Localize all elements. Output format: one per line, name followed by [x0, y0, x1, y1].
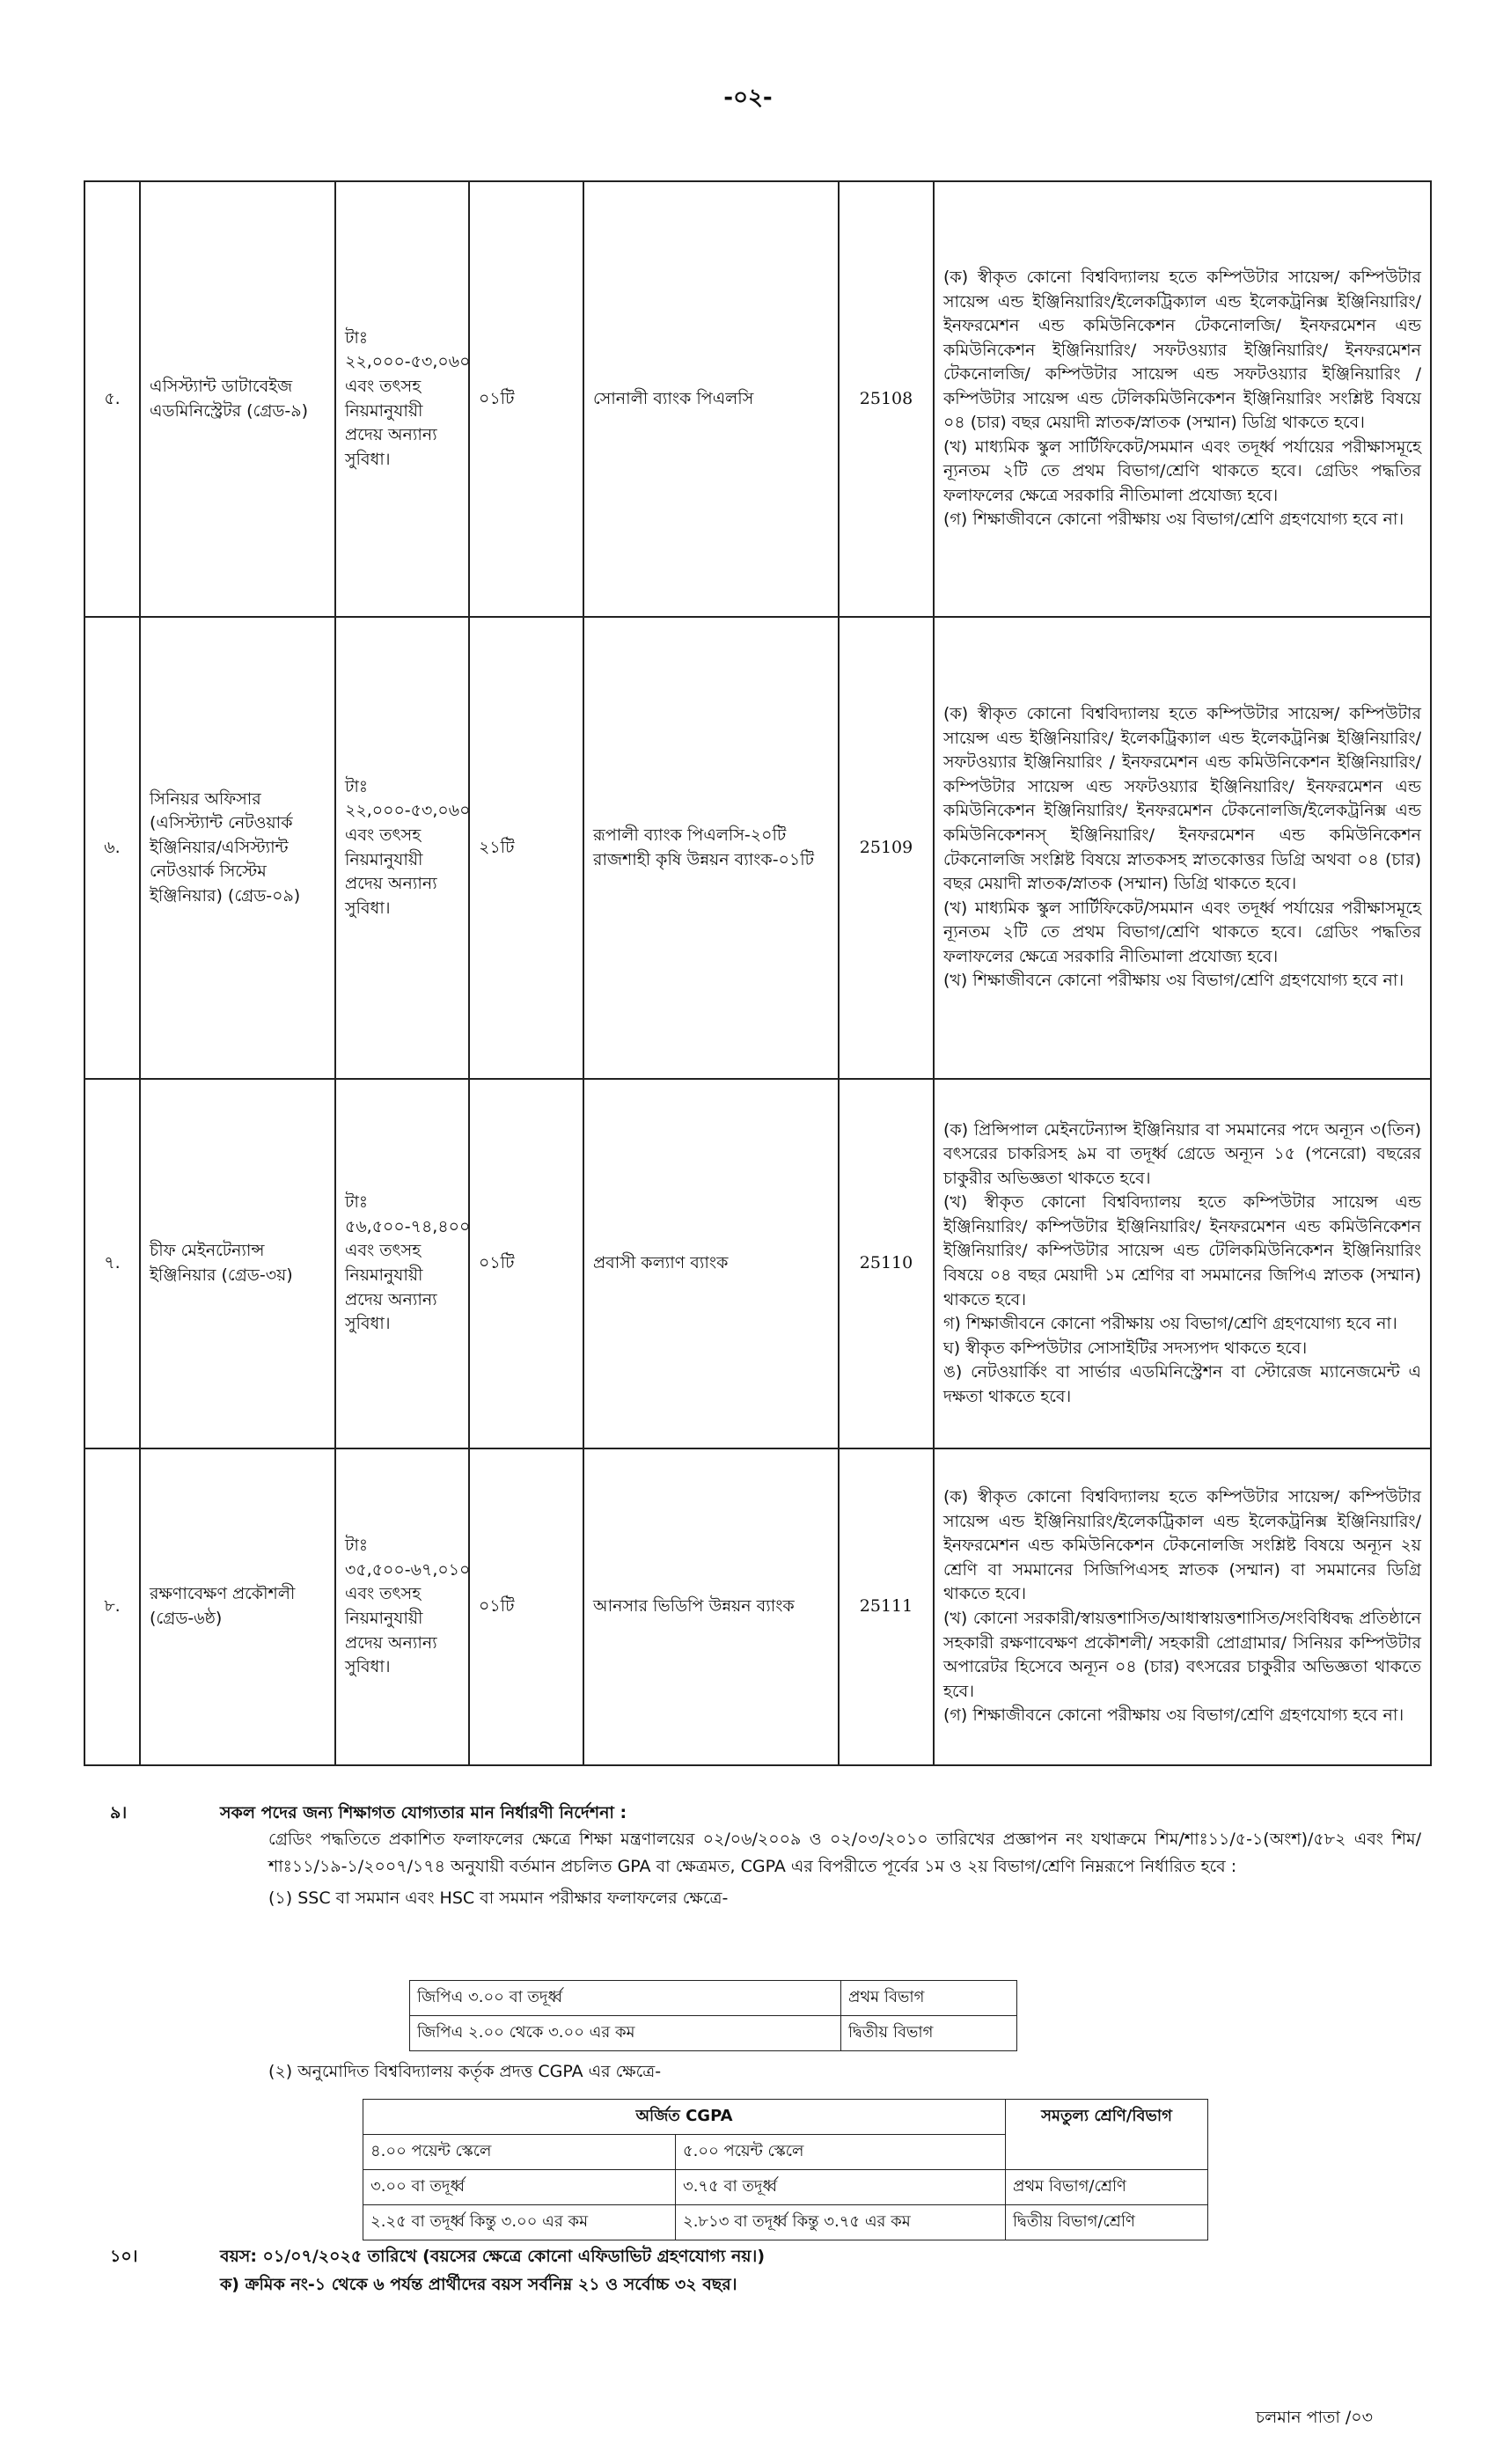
- qualifications-cell: [934, 1079, 1431, 1448]
- division-cell: দ্বিতীয় বিভাগ/শ্রেণি: [1006, 2205, 1208, 2240]
- qualification-item: (গ) শিক্ষাজীবনে কোনো পরীক্ষায় ৩য় বিভাগ/শ্রেণি গ্রহণযোগ্য হবে না।: [943, 510, 1404, 530]
- post-code-cell: 25110: [839, 1079, 934, 1448]
- qualification-item: গ) শিক্ষাজীবনে কোনো পরীক্ষায় ৩য় বিভাগ/শ্রেণি গ্রহণযোগ্য হবে না।: [943, 1314, 1397, 1334]
- vacancy-count-cell: ০১টি: [469, 181, 583, 617]
- post-code-cell: 25111: [839, 1448, 934, 1765]
- vacancy-count-cell: ০১টি: [469, 1079, 583, 1448]
- table-row: [363, 2170, 1208, 2205]
- cgpa-4-cell: ৩.০০ বা তদূর্ধ্ব: [363, 2170, 676, 2205]
- qualification-item: (খ) মাধ্যমিক স্কুল সার্টিফিকেট/সমমান এবং তদূর্ধ্ব পর্যায়ের পরীক্ষাসমূহে ন্যূনতম ২টি তে প্রথম বিভাগ/শ্রেণি থাকতে হবে। গ্রেডিং পদ্ধতির ফলাফলের ক্ষেত্রে সরকারি নীতিমালা প্রযোজ্য হবে।: [943, 436, 1421, 505]
- serial-cell: ৫.: [84, 181, 140, 617]
- qualification-item: (খ) স্বীকৃত কোনো বিশ্ববিদ্যালয় হতে কম্পিউটার সায়েন্স এন্ড ইঞ্জিনিয়ারিং/ কম্পিউটার ইঞ্জিনিয়ারিং/ ইনফরমেশন এন্ড কমিউনিকেশন ইঞ্জিনিয়ারিং/ কম্পিউটার সায়েন্স এন্ড টেলিকমিউনিকেশন ইঞ্জিনিয়ারিং বিষয়ে ০৪ বছর মেয়াদী ১ম শ্রেণির বা সমমানের জিপিএ স্নাতক (সম্মান) থাকতে হবে।: [943, 1192, 1421, 1309]
- qualification-item: (ক) স্বীকৃত কোনো বিশ্ববিদ্যালয় হতে কম্পিউটার সায়েন্স/ কম্পিউটার সায়েন্স এন্ড ইঞ্জিনিয়ারিং/ইলেকট্রিক্যাল এন্ড ইলেকট্রনিক্স ইঞ্জিনিয়ারিং/ ইনফরমেশন এন্ড কমিউনিকেশন টেকনোলজি/ ইনফরমেশন এন্ড কমিউনিকেশন ইঞ্জিনিয়ারিং/ সফটওয়্যার ইঞ্জিনিয়ারিং/ ইনফরমেশন টেকনোলজি/ কম্পিউটার সায়েন্স এন্ড সফটওয়্যার ইঞ্জিনিয়ারিং /কম্পিউটার সায়েন্স এন্ড টেলিকমিউনিকেশন ইঞ্জিনিয়ারিং সংশ্লিষ্ট বিষয়ে ০৪ (চার) বছর মেয়াদী স্নাতক/স্নাতক (সম্মান) ডিগ্রি থাকতে হবে।: [943, 267, 1421, 433]
- qualifications-cell: [934, 617, 1431, 1079]
- serial-cell: ৭.: [84, 1079, 140, 1448]
- table-row: [84, 1079, 1431, 1448]
- positions-table: [84, 180, 1432, 1766]
- qualifications-cell: [934, 181, 1431, 617]
- qualification-item: (ক) স্বীকৃত কোনো বিশ্ববিদ্যালয় হতে কম্পিউটার সায়েন্স/ কম্পিউটার সায়েন্স এন্ড ইঞ্জিনিয়ারিং/ ইলেকট্রিক্যাল এন্ড ইলেকট্রনিক্স ইঞ্জিনিয়ারিং/ সফটওয়্যার ইঞ্জিনিয়ারিং / ইনফরমেশন এন্ড কমিউনিকেশন ইঞ্জিনিয়ারিং/ কম্পিউটার সায়েন্স এন্ড সফটওয়্যার ইঞ্জিনিয়ারিং/ ইনফরমেশন এন্ড কমিউনিকেশন ইঞ্জিনিয়ারিং/ ইনফরমেশন টেকনোলজি/ইলেকট্রনিক্স এন্ড কমিউনিকেশনস্ ইঞ্জিনিয়ারিং/ ইনফরমেশন এন্ড কমিউনিকেশন টেকনোলজি সংশ্লিষ্ট বিষয়ে স্নাতকসহ স্নাতকোত্তর ডিগ্রি অথবা ০৪ (চার) বছর মেয়াদী স্নাতক/স্নাতক (সম্মান) ডিগ্রি থাকতে হবে।: [943, 704, 1421, 894]
- ssc-hsc-subheading: (১) SSC বা সমমান এবং HSC বা সমমান পরীক্ষার ফলাফলের ক্ষেত্রে-: [268, 1888, 729, 1909]
- pay-scale-cell: টাঃ ৩৫,৫০০-৬৭,০১০ এবং তৎসহ নিয়মানুযায়ী প্রদেয় অন্যান্য সুবিধা।: [335, 1448, 469, 1765]
- equivalent-header: সমতুল্য শ্রেণি/বিভাগ: [1006, 2100, 1208, 2170]
- cgpa-subheading: (২) অনুমোদিত বিশ্ববিদ্যালয় কর্তৃক প্রদত্ত CGPA এর ক্ষেত্রে-: [268, 2062, 662, 2081]
- division-cell: প্রথম বিভাগ/শ্রেণি: [1006, 2170, 1208, 2205]
- cgpa-5-cell: ২.৮১৩ বা তদূর্ধ্ব কিন্তু ৩.৭৫ এর কম: [676, 2205, 1006, 2240]
- pay-scale-cell: টাঃ ২২,০০০-৫৩,০৬০ এবং তৎসহ নিয়মানুযায়ী প্রদেয় অন্যান্য সুবিধা।: [335, 181, 469, 617]
- pay-scale-cell: টাঃ ৫৬,৫০০-৭৪,৪০০ এবং তৎসহ নিয়মানুযায়ী প্রদেয় অন্যান্য সুবিধা।: [335, 1079, 469, 1448]
- post-title-cell: চীফ মেইনটেন্যান্স ইঞ্জিনিয়ার (গ্রেড-৩য়): [140, 1079, 335, 1448]
- serial-cell: ৬.: [84, 617, 140, 1079]
- post-title-cell: সিনিয়র অফিসার (এসিস্ট্যান্ট নেটওয়ার্ক ইঞ্জিনিয়ার/এসিস্ট্যান্ট নেটওয়ার্ক সিস্টেম ইঞ্জিনিয়ার) (গ্রেড-০৯): [140, 617, 335, 1079]
- post-title-cell: রক্ষণাবেক্ষণ প্রকৌশলী (গ্রেড-৬ষ্ঠ): [140, 1448, 335, 1765]
- qualification-item: (ক) প্রিন্সিপাল মেইনটেন্যান্স ইঞ্জিনিয়ার বা সমমানের পদে অন্যূন ৩(তিন) বৎসরের চাকরিসহ ৯ম বা তদূর্ধ্ব গ্রেডে অন্যূন ১৫ (পনেরো) বছরের চাকুরীর অভিজ্ঞতা থাকতে হবে।: [943, 1119, 1421, 1188]
- qualifications-cell: [934, 1448, 1431, 1765]
- division-cell: প্রথম বিভাগ: [841, 1981, 1017, 2016]
- age-line: বয়স: ০১/০৭/২০২৫ তারিখে (বয়সের ক্ষেত্রে কোনো এফিডাভিট গ্রহণযোগ্য নয়।): [220, 2247, 766, 2266]
- pay-scale-cell: টাঃ ২২,০০০-৫৩,০৬০ এবং তৎসহ নিয়মানুযায়ী প্রদেয় অন্যান্য সুবিধা।: [335, 617, 469, 1079]
- cgpa-5-cell: ৩.৭৫ বা তদূর্ধ্ব: [676, 2170, 1006, 2205]
- table-row: [84, 1448, 1431, 1765]
- section-10: [110, 2242, 1421, 2299]
- qualification-item: (ক) স্বীকৃত কোনো বিশ্ববিদ্যালয় হতে কম্পিউটার সায়েন্স/ কম্পিউটার সায়েন্স এন্ড ইঞ্জিনিয়ারিং/ইলেকট্রিকাল এন্ড ইলেকট্রনিক্স ইঞ্জিনিয়ারিং/ইনফরমেশন এন্ড কমিউনিকেশন টেকনোলজি সংশ্লিষ্ট বিষয়ে অন্যূন ২য় শ্রেণি বা সমমানের সিজিপিএসহ স্নাতক (সম্মান) বা সমমানের ডিগ্রি থাকতে হবে।: [943, 1487, 1421, 1604]
- bank-cell: প্রবাসী কল্যাণ ব্যাংক: [583, 1079, 839, 1448]
- table-header-row: [363, 2100, 1208, 2135]
- qualification-item: (খ) মাধ্যমিক স্কুল সার্টিফিকেট/সমমান এবং তদূর্ধ্ব পর্যায়ের পরীক্ষাসমূহে ন্যূনতম ২টি তে প্রথম বিভাগ/শ্রেণি থাকতে হবে। গ্রেডিং পদ্ধতির ফলাফলের ক্ষেত্রে সরকারি নীতিমালা প্রযোজ্য হবে।: [943, 898, 1421, 966]
- section-heading: সকল পদের জন্য শিক্ষাগত যোগ্যতার মান নির্ধারণী নির্দেশনা :: [220, 1803, 627, 1822]
- qualification-item: (খ) শিক্ষাজীবনে কোনো পরীক্ষায় ৩য় বিভাগ/শ্রেণি গ্রহণযোগ্য হবে না।: [943, 971, 1404, 991]
- serial-cell: ৮.: [84, 1448, 140, 1765]
- gpa-range-cell: জিপিএ ৩.০০ বা তদূর্ধ্ব: [410, 1981, 841, 2016]
- scale-5-header: ৫.০০ পয়েন্ট স্কেলে: [676, 2135, 1006, 2170]
- division-cell: দ্বিতীয় বিভাগ: [841, 2016, 1017, 2051]
- post-code-cell: 25109: [839, 617, 934, 1079]
- qualification-item: ঘ) স্বীকৃত কম্পিউটার সোসাইটির সদস্যপদ থাকতে হবে।: [943, 1338, 1308, 1358]
- bank-cell: আনসার ভিডিপি উন্নয়ন ব্যাংক: [583, 1448, 839, 1765]
- qualification-item: ঙ) নেটওয়ার্কিং বা সার্ভার এডমিনিস্ট্রেশন বা স্টোরেজ ম্যানেজমেন্ট এ দক্ষতা থাকতে হবে।: [943, 1362, 1421, 1406]
- table-row: [363, 2205, 1208, 2240]
- continued-page-note: চলমান পাতা /০৩: [1255, 2408, 1373, 2427]
- ssc-hsc-grade-table: [409, 1980, 1017, 2051]
- table-row: [84, 617, 1431, 1079]
- post-code-cell: 25108: [839, 181, 934, 617]
- gpa-range-cell: জিপিএ ২.০০ থেকে ৩.০০ এর কম: [410, 2016, 841, 2051]
- qualification-item: (গ) শিক্ষাজীবনে কোনো পরীক্ষায় ৩য় বিভাগ/শ্রেণি গ্রহণযোগ্য হবে না।: [943, 1705, 1404, 1726]
- section-paragraph: গ্রেডিং পদ্ধতিতে প্রকাশিত ফলাফলের ক্ষেত্রে শিক্ষা মন্ত্রণালয়ের ০২/০৬/২০০৯ ও ০২/০৩/২০১০ তারিখের প্রজ্ঞাপন নং যথাক্রমে শিম/শাঃ১১/৫-১(অংশ)/৫৮২ এবং শিম/শাঃ১১/১৯-১/২০০৭/১৭৪ অনুযায়ী বর্তমান প্রচলিত GPA বা ক্ষেত্রমত, CGPA এর বিপরীতে পূর্বের ১ম ও ২য় বিভাগ/শ্রেণি নিম্নরূপে নির্ধারিত হবে :: [268, 1830, 1421, 1876]
- section-number: ৯।: [110, 1803, 128, 1822]
- cgpa-grade-table: [363, 2099, 1208, 2240]
- age-limit-line: ক) ক্রমিক নং-১ থেকে ৬ পর্যন্ত প্রার্থীদের বয়স সর্বনিম্ন ২১ ও সর্বোচ্চ ৩২ বছর।: [220, 2275, 737, 2295]
- cgpa-header: অর্জিত CGPA: [363, 2100, 1006, 2135]
- table-row: [410, 1981, 1017, 2016]
- bank-cell: সোনালী ব্যাংক পিএলসি: [583, 181, 839, 617]
- scale-4-header: ৪.০০ পয়েন্ট স্কেলে: [363, 2135, 676, 2170]
- page-number: -০২-: [723, 84, 773, 111]
- section-9: [110, 1800, 1421, 1912]
- table-row: [84, 181, 1431, 617]
- qualification-item: (খ) কোনো সরকারী/স্বায়ত্তশাসিত/আধাস্বায়ত্তশাসিত/সংবিধিবদ্ধ প্রতিষ্ঠানে সহকারী রক্ষণাবেক্ষণ প্রকৌশলী/ সহকারী প্রোগ্রামার/ সিনিয়র কম্পিউটার অপারেটর হিসেবে অন্যূন ০৪ (চার) বৎসরের চাকুরীর অভিজ্ঞতা থাকতে হবে।: [943, 1609, 1421, 1701]
- vacancy-count-cell: ২১টি: [469, 617, 583, 1079]
- bank-cell: রূপালী ব্যাংক পিএলসি-২০টি রাজশাহী কৃষি উন্নয়ন ব্যাংক-০১টি: [583, 617, 839, 1079]
- vacancy-count-cell: ০১টি: [469, 1448, 583, 1765]
- cgpa-4-cell: ২.২৫ বা তদূর্ধ্ব কিন্তু ৩.০০ এর কম: [363, 2205, 676, 2240]
- section-number: ১০।: [110, 2247, 138, 2266]
- table-row: [410, 2016, 1017, 2051]
- post-title-cell: এসিস্ট্যান্ট ডাটাবেইজ এডমিনিস্ট্রেটর (গ্রেড-৯): [140, 181, 335, 617]
